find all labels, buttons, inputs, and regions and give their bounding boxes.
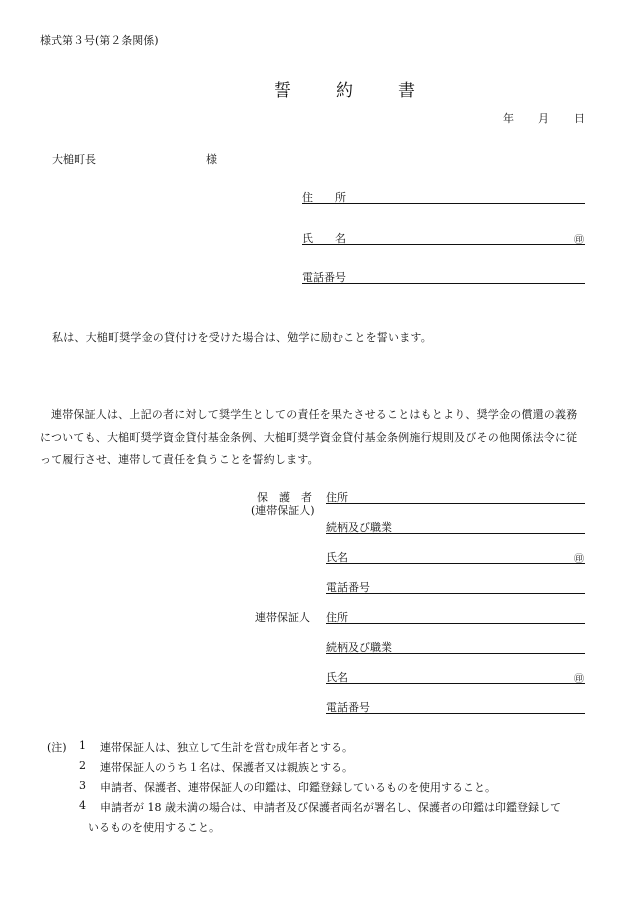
guarantor-address-field[interactable] bbox=[326, 623, 585, 624]
note-text: 申請者が 18 歳未満の場合は、申請者及び保護者両名が署名し、保護者の印鑑は印鑑登録して bbox=[100, 801, 561, 814]
applicant-phone-label: 電話番号 bbox=[302, 271, 346, 284]
note-text: 申請者、保護者、連帯保証人の印鑑は、印鑑登録しているものを使用すること。 bbox=[100, 781, 496, 794]
guarantor-relation-field[interactable] bbox=[326, 653, 585, 654]
guardian-address-field[interactable] bbox=[326, 503, 585, 504]
applicant-seal-mark: ㊞ bbox=[574, 235, 584, 246]
guarantor-seal-mark: ㊞ bbox=[574, 674, 584, 685]
form-number: 様式第３号(第２条関係) bbox=[40, 34, 159, 47]
guarantor-phone-label: 電話番号 bbox=[326, 701, 370, 714]
note-text-continued: いるものを使用すること。 bbox=[88, 821, 220, 834]
addressee-name: 大槌町長 bbox=[52, 153, 96, 166]
guardian-relation-label: 続柄及び職業 bbox=[326, 521, 392, 534]
notes-label: (注) bbox=[47, 741, 67, 754]
guardian-subtitle: (連帯保証人) bbox=[251, 504, 315, 517]
note-number: 1 bbox=[79, 739, 86, 752]
addressee-honorific: 様 bbox=[206, 153, 217, 166]
date-year: 年 bbox=[503, 112, 514, 125]
applicant-phone-field[interactable] bbox=[302, 283, 585, 284]
guarantor-address-label: 住所 bbox=[326, 611, 348, 624]
applicant-address-label: 住 所 bbox=[302, 191, 346, 204]
date-month: 月 bbox=[538, 112, 549, 125]
guardian-relation-field[interactable] bbox=[326, 533, 585, 534]
guardian-name-label: 氏名 bbox=[326, 551, 348, 564]
guardian-address-label: 住所 bbox=[326, 491, 348, 504]
note-text: 連帯保証人のうち１名は、保護者又は親族とする。 bbox=[100, 761, 353, 774]
guardian-title: 保 護 者 bbox=[257, 491, 312, 504]
applicant-address-field[interactable] bbox=[302, 203, 585, 204]
guarantor-phone-field[interactable] bbox=[326, 713, 585, 714]
guarantor-name-field[interactable] bbox=[326, 683, 585, 684]
guardian-name-field[interactable] bbox=[326, 563, 585, 564]
pledge-text: 私は、大槌町奨学金の貸付けを受けた場合は、勉学に励むことを誓います。 bbox=[52, 331, 432, 344]
guardian-seal-mark: ㊞ bbox=[574, 554, 584, 565]
note-number: 3 bbox=[79, 779, 86, 792]
note-number: 4 bbox=[79, 799, 86, 812]
note-text: 連帯保証人は、独立して生計を営む成年者とする。 bbox=[100, 741, 353, 754]
note-number: 2 bbox=[79, 759, 86, 772]
guarantor-relation-label: 続柄及び職業 bbox=[326, 641, 392, 654]
applicant-name-label: 氏 名 bbox=[302, 232, 346, 245]
guarantor-paragraph: 連帯保証人は、上記の者に対して奨学生としての責任を果たさせることはもとより、奨学金の償還の義務についても、大槌町奨学資金貸付基金条例、大槌町奨学資金貸付基金条例施行規則及びその他関係法令に従って履行させ、連帯して責任を負うことを誓約します。 bbox=[40, 408, 578, 466]
guarantor-name-label: 氏名 bbox=[326, 671, 348, 684]
guarantor-title: 連帯保証人 bbox=[255, 611, 310, 624]
guardian-phone-label: 電話番号 bbox=[326, 581, 370, 594]
applicant-name-field[interactable] bbox=[302, 244, 585, 245]
date-day: 日 bbox=[574, 112, 585, 125]
guardian-phone-field[interactable] bbox=[326, 593, 585, 594]
page-title: 誓 約 書 bbox=[274, 81, 429, 101]
